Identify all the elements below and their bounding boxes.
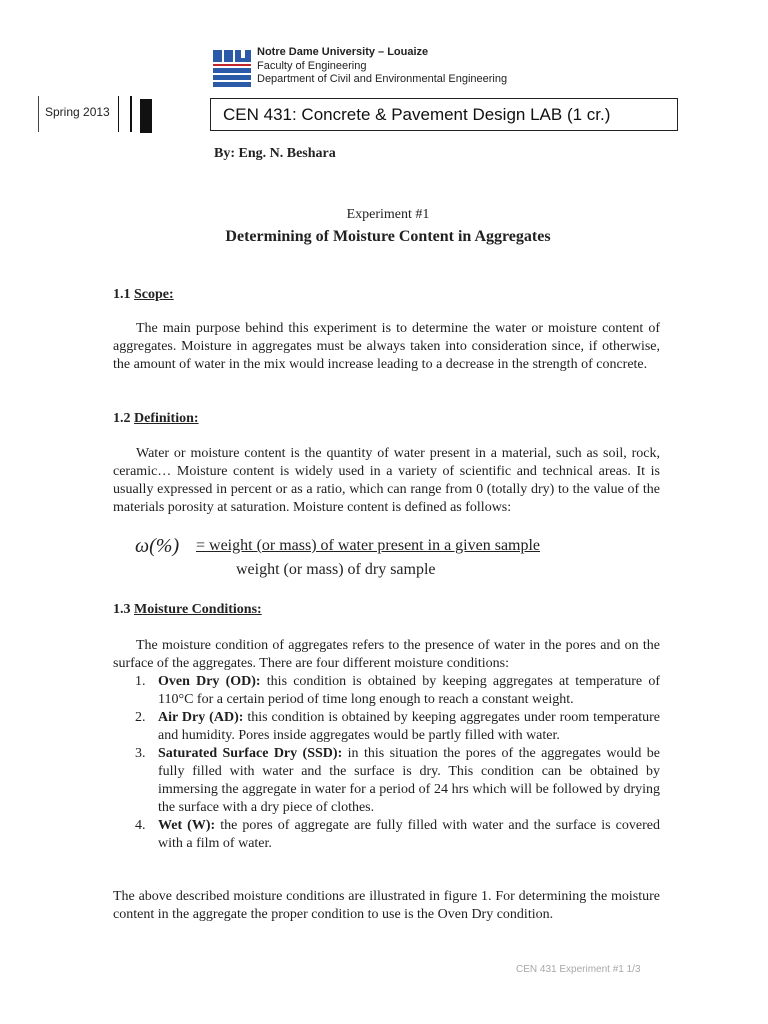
list-item-number: 2. <box>135 710 146 725</box>
list-item-number: 4. <box>135 818 146 833</box>
section-number: 1.3 <box>113 602 131 617</box>
list-item-term: Wet (W): <box>158 818 216 833</box>
closing-text: The above described moisture conditions are illustrated in figure 1. For determining the moisture content in the aggregate the proper condition to use is the Oven Dry condition. <box>113 889 660 922</box>
section-title: Scope: <box>134 287 174 302</box>
semester-label: Spring 2013 <box>45 105 110 119</box>
author-line: By: Eng. N. Beshara <box>214 146 336 161</box>
header-rule <box>140 99 152 133</box>
scope-paragraph <box>113 320 660 374</box>
formula-numerator: = weight (or mass) of water present in a given sample <box>196 537 541 554</box>
page-footer: CEN 431 Experiment #1 1/3 <box>516 964 641 975</box>
department-name: Department of Civil and Environmental Engineering <box>257 73 508 85</box>
list-item-term: Saturated Surface Dry (SSD): <box>158 746 343 761</box>
faculty-name: Faculty of Engineering <box>257 59 367 72</box>
list-item-text: the pores of aggregate are fully filled with water and the surface is covered with a film of water. <box>158 818 660 851</box>
list-item <box>113 817 660 853</box>
experiment-number: Experiment #1 <box>346 207 430 222</box>
formula-denominator: weight (or mass) of dry sample <box>236 561 436 578</box>
experiment-title: Determining of Moisture Content in Aggregates <box>225 228 551 245</box>
list-item <box>113 745 660 817</box>
section-number: 1.2 <box>113 411 131 426</box>
scope-text: The main purpose behind this experiment is to determine the water or moisture content of aggregates. Moisture in aggregates must be always taken into consideration since, if otherwise, the amount of water in the mix would increase leading to a decrease in the strength of concrete. <box>113 321 660 372</box>
moisture-conditions-list <box>113 673 660 853</box>
conditions-intro-paragraph <box>113 637 660 673</box>
definition-paragraph <box>113 445 660 517</box>
section-heading-scope <box>113 287 174 303</box>
list-item-text: this condition is obtained by keeping aggregates at temperature of 110°C for a certain period of time long enough to reach a constant weight. <box>158 674 660 707</box>
conditions-intro-text: The moisture condition of aggregates refers to the presence of water in the pores and on the surface of the aggregates. There are four different moisture conditions: <box>113 638 660 671</box>
list-item-text: in this situation the pores of the aggregates would be fully filled with water and the surface is dry. This condition can be obtained by immersing the aggregate in water for a period of 24 hrs which will be followed by drying the surface with a dry piece of clothes. <box>158 746 660 815</box>
section-heading-conditions <box>113 602 262 618</box>
header-rule <box>130 96 132 132</box>
university-name: Notre Dame University – Louaize <box>257 46 429 58</box>
closing-paragraph <box>113 888 660 924</box>
list-item-term: Air Dry (AD): <box>158 710 244 725</box>
course-title: CEN 431: Concrete & Pavement Design LAB (1 cr.) <box>223 105 611 124</box>
semester-divider <box>38 96 39 132</box>
header-rule <box>118 96 119 132</box>
university-logo <box>212 48 252 88</box>
list-item-number: 1. <box>135 674 146 689</box>
list-item <box>113 709 660 745</box>
university-info <box>257 46 507 87</box>
list-item-number: 3. <box>135 746 146 761</box>
list-item-term: Oven Dry (OD): <box>158 674 261 689</box>
section-number: 1.1 <box>113 287 131 302</box>
formula-lhs: ω(%) <box>135 535 180 557</box>
list-item-text: this condition is obtained by keeping aggregates under room temperature and humidity. Pores inside aggregates would be partly filled with water. <box>158 710 660 743</box>
section-title: Definition: <box>134 411 199 426</box>
section-heading-definition <box>113 411 199 427</box>
section-title: Moisture Conditions: <box>134 602 262 617</box>
definition-text: Water or moisture content is the quantity of water present in a material, such as soil, rock, ceramic… Moisture content is widely used in a variety of scientific and technical areas. It is usually expressed in percent or as a ratio, which can range from 0 (totally dry) to the value of the materials porosity at saturation. Moisture content is defined as follows: <box>113 446 660 515</box>
list-item <box>113 673 660 709</box>
